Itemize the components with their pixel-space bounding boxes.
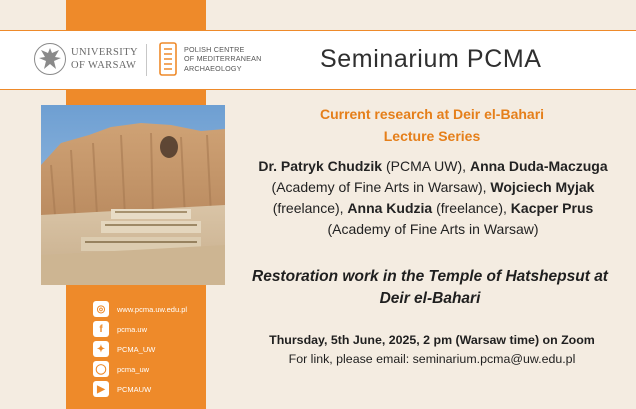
speaker-name: Dr. Patryk Chudzik bbox=[258, 158, 383, 174]
page-title: Seminarium PCMA bbox=[320, 45, 542, 73]
speaker-affiliation: (freelance), bbox=[272, 200, 348, 216]
logo-divider bbox=[146, 44, 147, 76]
social-label[interactable]: pcma_uw bbox=[117, 364, 150, 374]
speakers-list bbox=[242, 156, 624, 240]
speaker-name: Anna Kudzia bbox=[347, 200, 433, 216]
speaker-name: Anna Duda-Maczuga bbox=[469, 158, 608, 174]
social-label[interactable]: www.pcma.uw.edu.pl bbox=[117, 304, 188, 314]
youtube-icon: ▶ bbox=[93, 381, 109, 397]
social-item-website[interactable] bbox=[93, 301, 187, 317]
social-label[interactable]: PCMA_UW bbox=[117, 344, 156, 354]
website-icon: ◎ bbox=[93, 301, 109, 317]
pcma-logo bbox=[158, 41, 261, 77]
eagle-emblem-icon bbox=[33, 42, 67, 76]
uw-logo-line: OF WARSAW bbox=[71, 60, 137, 71]
social-label[interactable]: PCMAUW bbox=[117, 384, 152, 394]
speaker-affiliation: (PCMA UW), bbox=[382, 158, 470, 174]
speaker-name: Wojciech Myjak bbox=[490, 179, 595, 195]
social-item-youtube[interactable] bbox=[93, 381, 151, 397]
speaker-affiliation: (freelance), bbox=[432, 200, 511, 216]
pcma-emblem-icon bbox=[158, 41, 178, 77]
instagram-icon: ◯ bbox=[93, 361, 109, 377]
pcma-logo-line: POLISH CENTRE bbox=[184, 44, 245, 54]
speaker-name: Kacper Prus bbox=[510, 200, 594, 216]
twitter-icon: ✦ bbox=[93, 341, 109, 357]
event-datetime: Thursday, 5th June, 2025, 2 pm (Warsaw time) on Zoom bbox=[269, 333, 595, 347]
social-item-instagram[interactable] bbox=[93, 361, 149, 377]
temple-photo bbox=[41, 105, 225, 285]
series-subtitle: Lecture Series bbox=[383, 128, 481, 144]
series-title: Current research at Deir el-Bahari bbox=[319, 106, 545, 122]
social-item-facebook[interactable] bbox=[93, 321, 147, 337]
lecture-title: Restoration work in the Temple of Hatshepsut at Deir el-Bahari bbox=[252, 268, 608, 307]
uw-logo-line: UNIVERSITY bbox=[71, 47, 138, 58]
facebook-icon: f bbox=[93, 321, 109, 337]
social-item-twitter[interactable] bbox=[93, 341, 155, 357]
pcma-logo-line: ARCHAEOLOGY bbox=[184, 63, 242, 73]
speaker-affiliation: (Academy of Fine Arts in Warsaw), bbox=[271, 179, 491, 195]
speaker-affiliation: (Academy of Fine Arts in Warsaw) bbox=[327, 221, 539, 237]
social-label[interactable]: pcma.uw bbox=[117, 324, 148, 334]
contact-note: For link, please email: seminarium.pcma@uw.edu.pl bbox=[288, 352, 576, 366]
pcma-logo-line: OF MEDITERRANEAN bbox=[184, 54, 262, 64]
university-of-warsaw-logo bbox=[33, 42, 138, 76]
